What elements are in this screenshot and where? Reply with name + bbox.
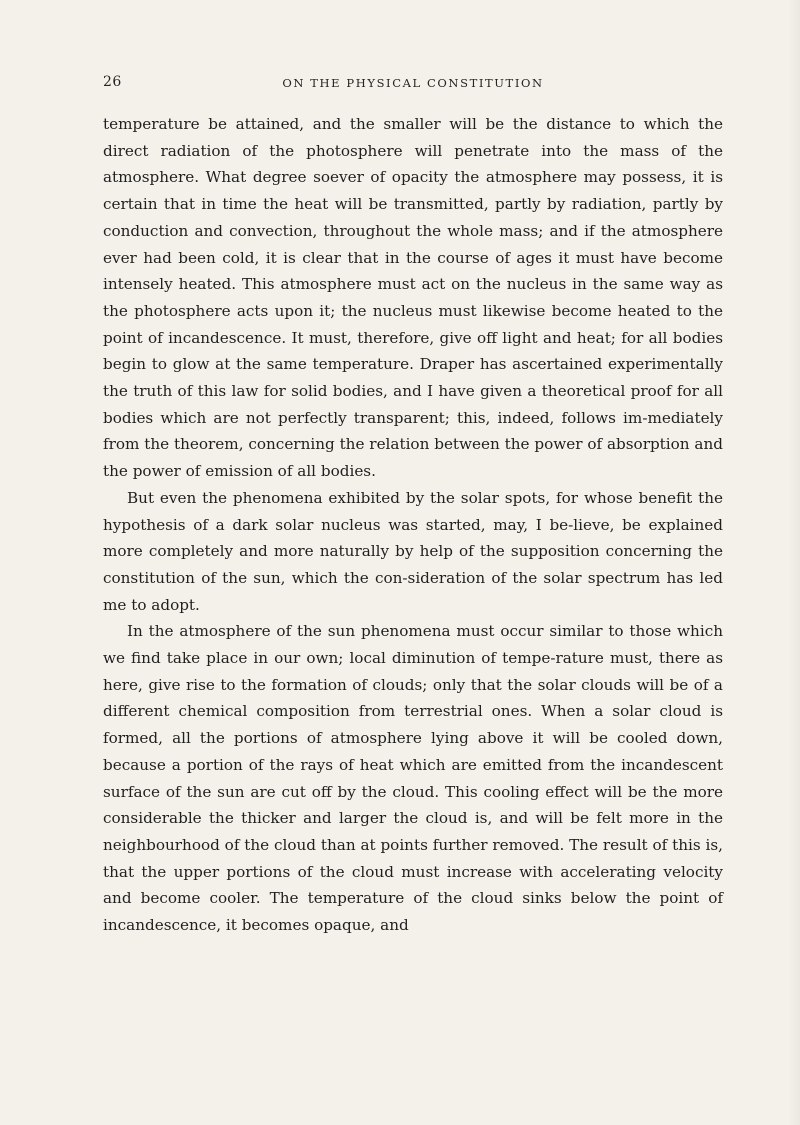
body-text — [103, 111, 723, 939]
paragraph-1: temperature be attained, and the smaller will be the distance to which the direct radiation of the photosphere will penetrate into the mass of the atmosphere. What degree soever of opacity the atmosphere may possess, it is certain that in time the heat will be transmitted, partly by radiation, partly by conduction and convection, throughout the whole mass; and if the atmosphere ever had been cold, it is clear that in the course of ages it must have become intensely heated. This atmosphere must act on the nucleus in the same way as the photosphere acts upon it; the nucleus must likewise become heated to the point of incandescence. It must, therefore, give off light and heat; for all bodies begin to glow at the same temperature. Draper has ascertained experimentally the truth of this law for solid bodies, and I have given a theoretical proof for all bodies which are not perfectly transparent; this, indeed, follows im-mediately from the theorem, concerning the relation between the power of absorption and the power of emission of all bodies. — [103, 115, 723, 481]
page-edge-shadow — [788, 0, 800, 1125]
running-title: ON THE PHYSICAL CONSTITUTION — [282, 76, 544, 90]
paragraph-3: In the atmosphere of the sun phenomena must occur similar to those which we find take place in our own; local diminution of tempe-rature must, there as here, give rise to the formation of clouds; only that the solar clouds will be of a different chemical composition from terrestrial ones. When a solar cloud is formed, all the portions of atmosphere lying above it will be cooled down, because a portion of the rays of heat which are emitted from the incandescent surface of the sun are cut off by the cloud. This cooling effect will be the more considerable the thicker and larger the cloud is, and will be felt more in the neighbourhood of the cloud than at points further removed. The result of this is, that the upper portions of the cloud must increase with accelerating velocity and become cooler. The temperature of the cloud sinks below the point of incandescence, it becomes opaque, and — [103, 622, 723, 935]
page-number: 26 — [103, 74, 122, 90]
paragraph-2: But even the phenomena exhibited by the solar spots, for whose benefit the hypothesis of a dark solar nucleus was started, may, I be-lieve, be explained more completely and more naturally by help of the supposition concerning the constitution of the sun, which the con-sideration of the solar spectrum has led me to adopt. — [103, 488, 723, 614]
running-head — [103, 74, 723, 94]
